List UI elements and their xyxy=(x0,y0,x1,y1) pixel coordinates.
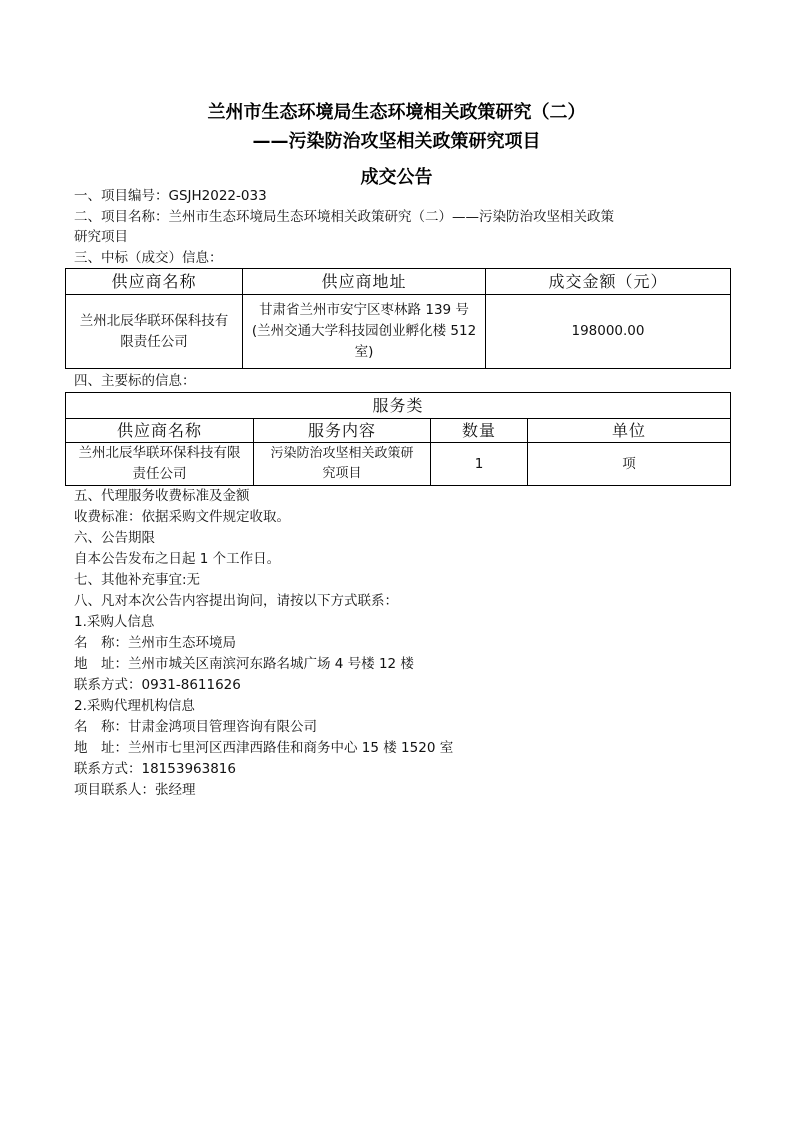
section-bid-info: 三、中标（成交）信息： xyxy=(74,250,223,266)
header-supplier-name: 供应商名称 xyxy=(66,269,243,295)
category-header: 服务类 xyxy=(66,393,731,419)
page-title: 成交公告 xyxy=(360,167,433,188)
project-number: 一、项目编号：GSJH2022-033 xyxy=(74,188,267,204)
title-line-2: ——污染防治攻坚相关政策研究项目 xyxy=(252,131,541,152)
bid-info-table xyxy=(65,268,731,369)
cell-supplier-name: 兰州北辰华联环保科技有限责任公司 xyxy=(66,295,243,369)
header-unit: 单位 xyxy=(528,419,731,443)
section-main-items: 四、主要标的信息： xyxy=(74,373,196,389)
header-supplier-name: 供应商名称 xyxy=(66,419,254,443)
cell-unit: 项 xyxy=(528,443,731,486)
agency-address: 地 址：兰州市七里河区西津西路佳和商务中心 15 楼 1520 室 xyxy=(74,740,454,756)
agency-phone: 联系方式：18153963816 xyxy=(74,761,236,777)
notice-period-text: 自本公告发布之日起 1 个工作日。 xyxy=(74,551,281,567)
fee-standard: 收费标准：依据采购文件规定收取。 xyxy=(74,509,290,525)
header-quantity: 数量 xyxy=(431,419,528,443)
purchaser-name: 名 称：兰州市生态环境局 xyxy=(74,635,236,651)
section-contact: 八、凡对本次公告内容提出询问，请按以下方式联系： xyxy=(74,593,398,609)
header-service-content: 服务内容 xyxy=(254,419,431,443)
header-supplier-address: 供应商地址 xyxy=(243,269,486,295)
main-items-table xyxy=(65,392,731,486)
header-deal-amount: 成交金额（元） xyxy=(486,269,731,295)
section-agency-fee: 五、代理服务收费标准及金额 xyxy=(74,488,250,504)
cell-service-content: 污染防治攻坚相关政策研究项目 xyxy=(254,443,431,486)
project-name-cont: 研究项目 xyxy=(74,229,128,245)
title-line-1: 兰州市生态环境局生态环境相关政策研究（二） xyxy=(207,102,586,123)
agency-heading: 2.采购代理机构信息 xyxy=(74,698,195,714)
cell-quantity: 1 xyxy=(431,443,528,486)
purchaser-heading: 1.采购人信息 xyxy=(74,614,155,630)
project-name: 二、项目名称：兰州市生态环境局生态环境相关政策研究（二）——污染防治攻坚相关政策 xyxy=(74,209,614,225)
section-notice-period: 六、公告期限 xyxy=(74,530,155,546)
purchaser-address: 地 址：兰州市城关区南滨河东路名城广场 4 号楼 12 楼 xyxy=(74,656,414,672)
cell-supplier-name: 兰州北辰华联环保科技有限责任公司 xyxy=(66,443,254,486)
agency-contact-person: 项目联系人：张经理 xyxy=(74,782,196,798)
agency-name: 名 称：甘肃金鸿项目管理咨询有限公司 xyxy=(74,719,317,735)
cell-supplier-address: 甘肃省兰州市安宁区枣林路 139 号(兰州交通大学科技园创业孵化楼 512 室) xyxy=(243,295,486,369)
purchaser-phone: 联系方式：0931-8611626 xyxy=(74,677,241,693)
section-other-matters: 七、其他补充事宜:无 xyxy=(74,572,201,588)
cell-deal-amount: 198000.00 xyxy=(486,295,731,369)
